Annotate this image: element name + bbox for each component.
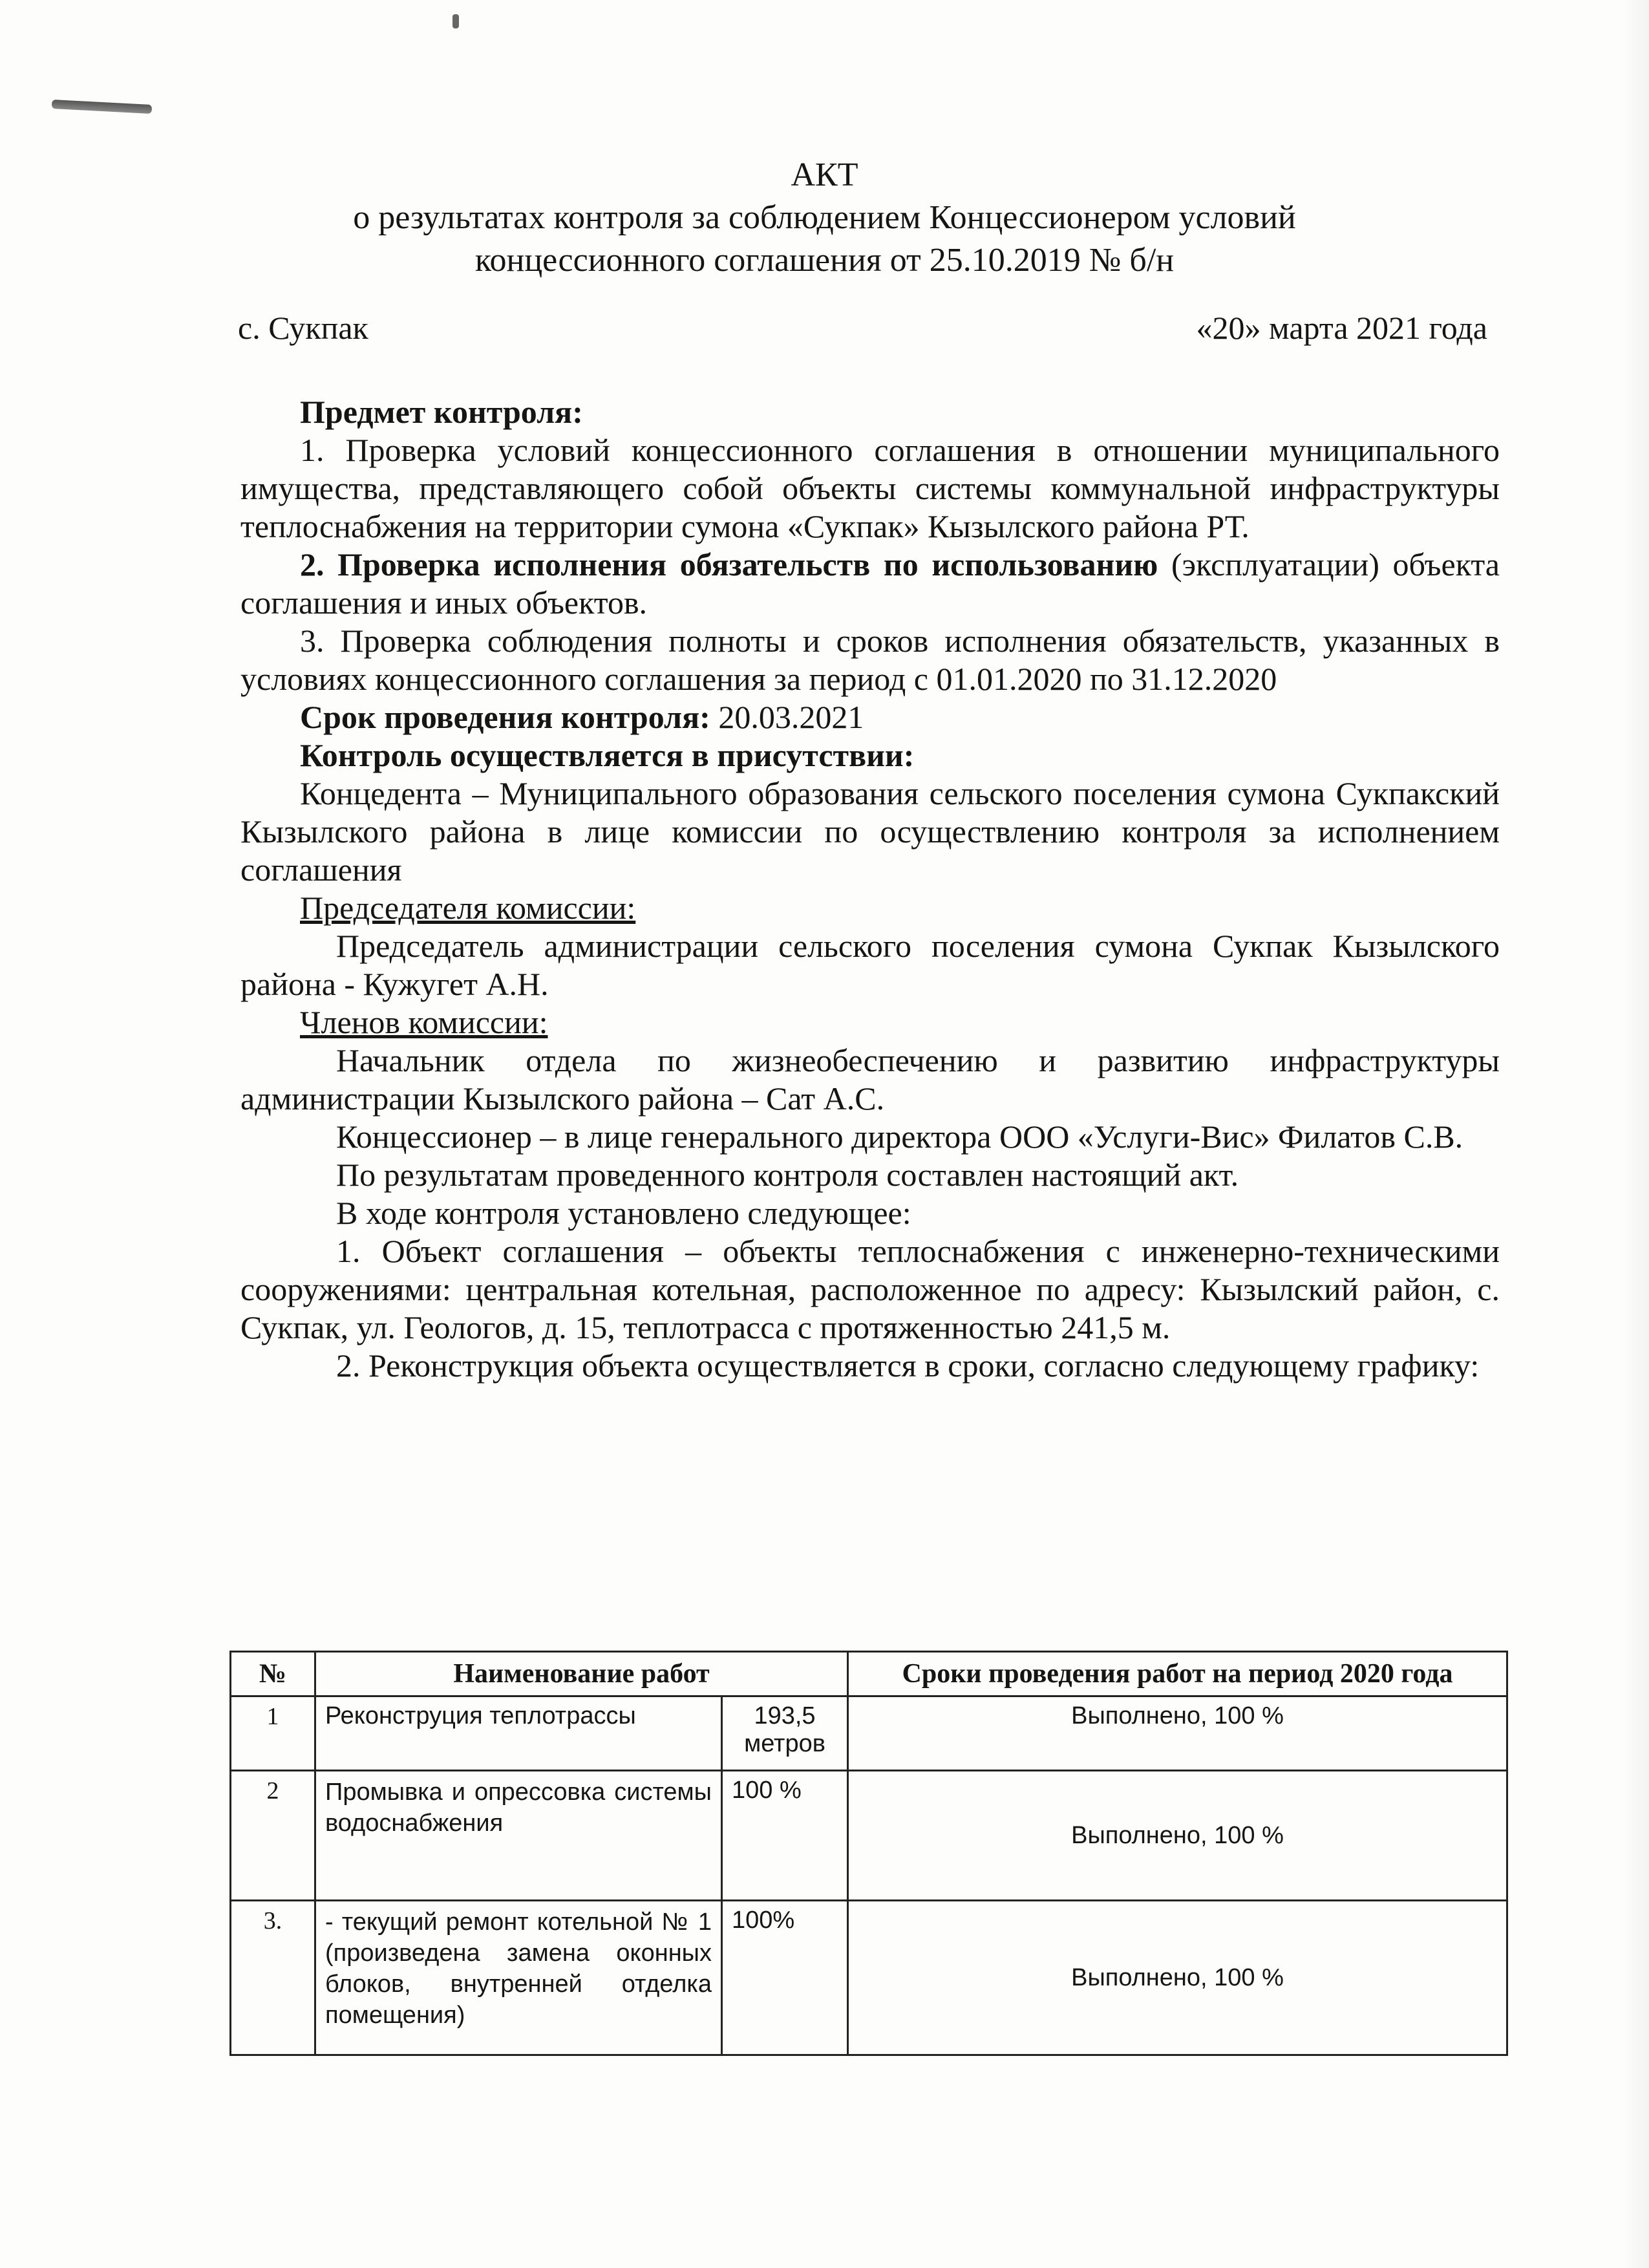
row-num: 3. <box>231 1901 315 2055</box>
subject-item-3: 3. Проверка соблюдения полноты и сроков исполнения обязательств, указанных в условиях концессионного соглашения за период с 01.01.2020 по 31.12.2020 <box>240 623 1500 697</box>
members-heading: Членов комиссии: <box>300 1004 548 1040</box>
row-num: 2 <box>231 1771 315 1901</box>
results-paragraph-3: 1. Объект соглашения – объекты теплоснабжения с инженерно-техническими сооружениями: центральная котельная, расположенное по адресу: Кызылский район, с. Сукпак, ул. Геологов, д. 15, теплотрасса с протяженностью 241,5 м. <box>240 1233 1500 1345</box>
document-title: АКТ <box>791 156 858 193</box>
presence-text: Концедента – Муниципального образования сельского поселения сумона Сукпакский Кызылского района в лице комиссии по осуществлению контроля за исполнением соглашения <box>240 775 1500 888</box>
row-qty: 100% <box>722 1901 848 2055</box>
table-row <box>231 1901 1507 2055</box>
subject-item-2: 2. Проверка исполнения обязательств по использованию (эксплуатации) объекта соглашения и иных объектов. <box>240 546 1500 621</box>
results-paragraph-2: В ходе контроля установлено следующее: <box>336 1195 911 1231</box>
results-paragraph-1: По результатам проведенного контроля составлен настоящий акт. <box>336 1157 1239 1193</box>
document-subtitle-line2: концессионного соглашения от 25.10.2019 № б/н <box>474 242 1175 279</box>
place-of-issue: с. Сукпак <box>238 310 368 346</box>
row-status: Выполнено, 100 % <box>848 1901 1507 2055</box>
member-1: Начальник отдела по жизнеобеспечению и развитию инфраструктуры администрации Кызылского района – Сат А.С. <box>240 1042 1500 1117</box>
table-header-row <box>231 1652 1507 1696</box>
results-paragraph-4: 2. Реконструкция объекта осуществляется в сроки, согласно следующему графику: <box>336 1347 1480 1384</box>
works-schedule-table <box>229 1651 1508 2056</box>
row-name: - текущий ремонт котельной № 1 (произведена замена оконных блоков, внутренней отделка помещения) <box>315 1901 722 2055</box>
member-2: Концессионер – в лице генерального директора ООО «Услуги-Вис» Филатов С.В. <box>336 1118 1463 1155</box>
row-status: Выполнено, 100 % <box>848 1771 1507 1901</box>
table-row <box>231 1771 1507 1901</box>
row-name: Реконструция теплотрассы <box>315 1696 722 1771</box>
document-body <box>240 393 1500 1385</box>
header-name: Наименование работ <box>315 1652 848 1696</box>
row-qty: 193,5 метров <box>722 1696 848 1771</box>
table-row <box>231 1696 1507 1771</box>
row-status: Выполнено, 100 % <box>848 1696 1507 1771</box>
header-num: № <box>231 1652 315 1696</box>
document-subtitle-line1: о результатах контроля за соблюдением Концессионером условий <box>353 199 1296 236</box>
scan-artifact-mark <box>52 100 153 114</box>
subject-item-1: 1. Проверка условий концессионного соглашения в отношении муниципального имущества, представляющего собой объекты системы коммунальной инфраструктуры теплоснабжения на территории сумона «Сукпак» Кызылского района РТ. <box>240 432 1500 544</box>
subject-heading: Предмет контроля: <box>300 394 583 430</box>
chair-heading: Председателя комиссии: <box>300 890 636 926</box>
row-qty: 100 % <box>722 1771 848 1901</box>
row-num: 1 <box>231 1696 315 1771</box>
row-name: Промывка и опрессовка системы водоснабжения <box>315 1771 722 1901</box>
scan-artifact-dot <box>452 14 459 28</box>
chair-text: Председатель администрации сельского поселения сумона Сукпак Кызылского района - Кужугет А.Н. <box>240 928 1500 1002</box>
header-terms: Сроки проведения работ на период 2020 года <box>848 1652 1507 1696</box>
scan-edge-shadow <box>1623 0 1649 2268</box>
document-header <box>0 154 1649 282</box>
control-term: Срок проведения контроля: 20.03.2021 <box>300 699 864 735</box>
presence-heading: Контроль осуществляется в присутствии: <box>300 737 915 773</box>
date-of-issue: «20» марта 2021 года <box>1196 310 1487 346</box>
